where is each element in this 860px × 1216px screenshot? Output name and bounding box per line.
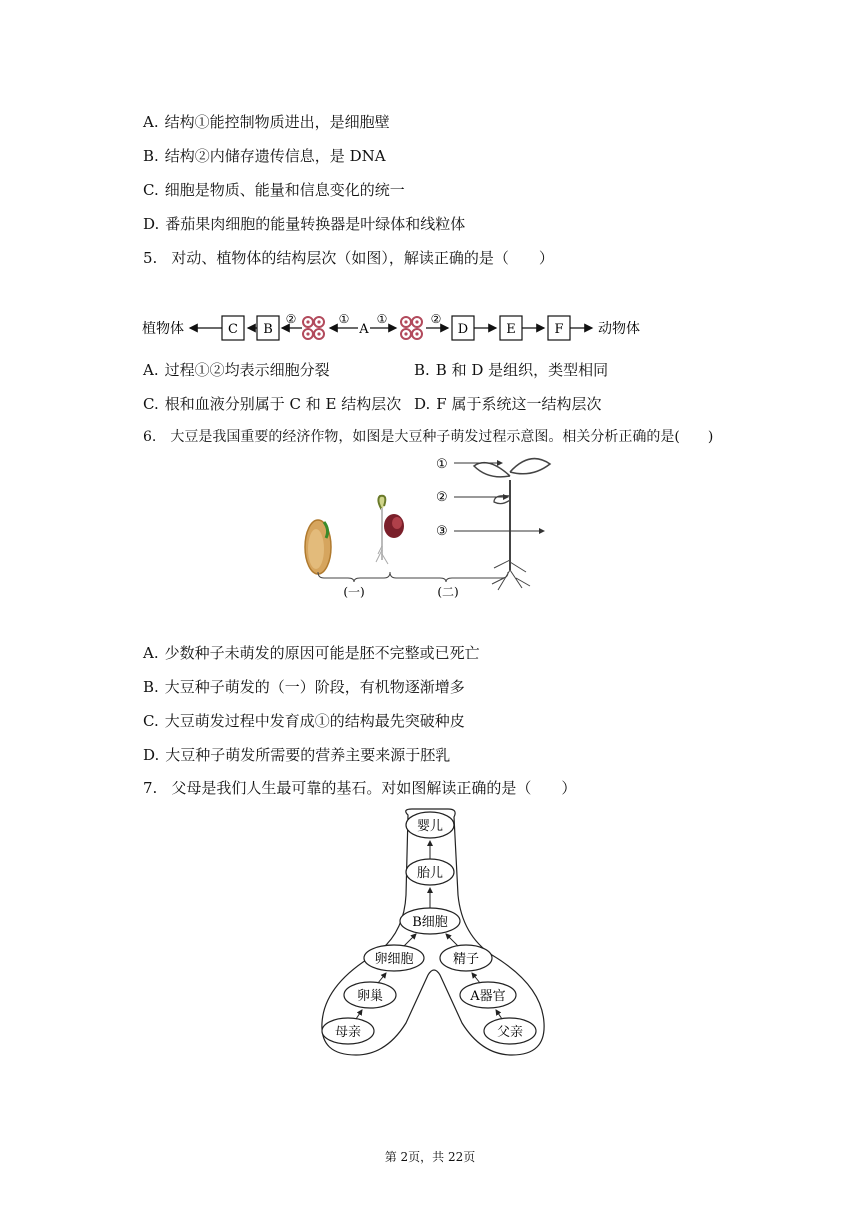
young-plant-image [474,459,550,590]
q6-option-a [143,643,480,663]
q7-reproduction-diagram [312,805,552,1060]
q6-option-d [143,745,450,765]
node-fetus-label: 胎儿 [416,866,444,881]
stage-2-label: (二) [437,585,459,599]
stage-1-label: (一) [343,585,365,599]
question-text: 父母是我们人生最可靠的基石。对如图解读正确的是（ ） [171,779,577,797]
question-number: 7. [143,779,158,797]
q6-option-b [143,677,465,697]
option-key: D. [414,395,431,413]
q5-structure-diagram [140,305,650,350]
option-text: 结构②内储存遗传信息，是 DNA [164,147,386,165]
option-key: B. [143,678,159,696]
box-e-label: E [506,322,516,337]
node-b-cell-label: B细胞 [412,915,448,930]
q6-option-c [143,711,465,731]
q4-option-a [143,112,390,132]
box-b-label: B [263,322,273,337]
node-a-organ-label: A器官 [470,989,506,1004]
q5-option-c [143,394,401,414]
q5-option-a [143,360,330,380]
option-text: 过程①②均表示细胞分裂 [164,361,330,379]
node-baby-label: 婴儿 [416,819,444,834]
option-text: 番茄果肉细胞的能量转换器是叶绿体和线粒体 [165,215,466,233]
node-egg-label: 卵细胞 [374,952,414,967]
q6-stem [143,427,713,447]
option-key: A. [143,361,159,379]
option-key: C. [143,181,159,199]
option-text: 大豆种子萌发所需要的营养主要来源于胚乳 [165,746,451,764]
mark-1-left: ① [338,312,350,326]
marker-1: ① [436,457,448,472]
marker-2: ② [436,490,448,505]
node-father-label: 父亲 [496,1025,524,1040]
option-text: F 属于系统这一结构层次 [436,395,602,413]
option-text: 细胞是物质、能量和信息变化的统一 [164,181,405,199]
soybean-seed-image [305,520,331,574]
question-text: 对动、植物体的结构层次（如图），解读正确的是（ ） [171,249,554,267]
q5-option-d [414,394,601,414]
option-text: 少数种子未萌发的原因可能是胚不完整或已死亡 [164,644,480,662]
node-sperm-label: 精子 [452,952,480,967]
mark-2-left: ② [285,312,297,326]
option-key: B. [414,361,430,379]
mark-2-right: ② [430,312,442,326]
q4-option-d [143,214,465,234]
option-key: C. [143,395,159,413]
option-key: D. [143,215,160,233]
cell-cluster-right [401,317,422,339]
question-number: 6. [143,429,157,445]
option-key: D. [143,746,160,764]
cell-cluster-left [303,317,324,339]
option-key: C. [143,712,159,730]
option-text: 结构①能控制物质进出，是细胞壁 [164,113,390,131]
node-mother-label: 母亲 [334,1025,362,1040]
q4-option-c [143,180,405,200]
q5-stem [143,248,554,268]
option-text: 根和血液分别属于 C 和 E 结构层次 [164,395,402,413]
plant-body-label: 植物体 [142,321,184,337]
node-ovary-label: 卵巢 [356,989,384,1004]
option-text: 大豆种子萌发的（一）阶段，有机物逐渐增多 [164,678,465,696]
q7-stem [143,778,576,798]
center-a-label: A [359,322,369,337]
page-footer: 第 2页，共 22页 [384,1150,476,1164]
option-text: B 和 D 是组织，类型相同 [435,361,609,379]
question-number: 5. [143,249,158,267]
option-key: A. [143,644,159,662]
q4-option-b [143,146,386,166]
question-text: 大豆是我国重要的经济作物，如图是大豆种子萌发过程示意图。相关分析正确的是( ) [170,429,714,445]
mark-1-right: ① [376,312,388,326]
option-text: 大豆萌发过程中发育成①的结构最先突破种皮 [164,712,465,730]
box-c-label: C [228,322,238,337]
box-f-label: F [554,322,564,337]
box-d-label: D [457,322,469,337]
option-key: A. [143,113,159,131]
option-key: B. [143,147,159,165]
marker-3: ③ [436,524,448,539]
q5-option-b [414,360,608,380]
animal-body-label: 动物体 [598,321,640,337]
sprout-image [376,496,404,564]
q6-germination-diagram [298,450,558,600]
